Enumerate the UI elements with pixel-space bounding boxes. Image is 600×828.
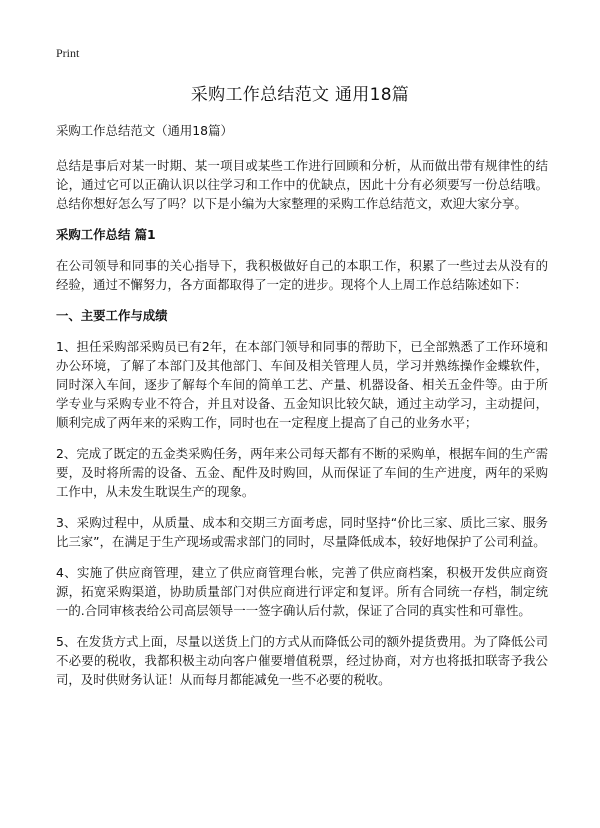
list-item: 2、完成了既定的五金类采购任务，两年来公司每天都有不断的采购单，根据车间的生产需要，及时将所需的设备、五金、配件及时购回，从而保证了车间的生产进度，两年的采购工作中，从未发生耽误生产的现象。 (56, 446, 548, 499)
list-item: 4、实施了供应商管理，建立了供应商管理台帐，完善了供应商档案，积极开发供应商资源，拓宽采购渠道，协助质量部门对供应商进行评定和复评。所有合同统一存档，制定统一的.合同审核表给公司高层领导一一签字确认后付款，保证了合同的真实性和可靠性。 (56, 565, 548, 618)
list-item: 3、采购过程中，从质量、成本和交期三方面考虑，同时坚持“价比三家、质比三家、服务比三家”，在满足于生产现场或需求部门的同时，尽量降低成本，较好地保护了公司利益。 (56, 515, 548, 549)
document-body (56, 121, 548, 701)
section-heading: 一、主要工作与成绩 (56, 308, 168, 323)
opening-paragraph: 在公司领导和同事的关心指导下，我积极做好自己的本职工作，积累了一些过去从没有的经验，通过不懈努力，各方面都取得了一定的进步。现将个人上周工作总结陈述如下： (56, 258, 548, 292)
article-heading: 采购工作总结 篇1 (56, 227, 156, 242)
document-subtitle: 采购工作总结范文（通用18篇） (56, 123, 233, 138)
list-item: 5、在发货方式上面，尽量以送货上门的方式从而降低公司的额外提货费用。为了降低公司不必要的税收，我都积极主动向客户催要增值税票，经过协商，对方也将抵扣联寄予我公司，及时供财务认证！从而每月都能减免一些不必要的税收。 (56, 634, 548, 687)
document-title: 采购工作总结范文 通用18篇 (190, 85, 410, 105)
intro-paragraph: 总结是事后对某一时期、某一项目或某些工作进行回顾和分析，从而做出带有规律性的结论，通过它可以正确认识以往学习和工作中的优缺点，因此十分有必须要写一份总结哦。总结你想好怎么写了吗？以下是小编为大家整理的采购工作总结范文，欢迎大家分享。 (56, 158, 548, 211)
list-item: 1、担任采购部采购员已有2年，在本部门领导和同事的帮助下，已全部熟悉了工作环境和办公环境，了解了本部门及其他部门、车间及相关管理人员，学习并熟练操作金蝶软件，同时深入车间，逐步了解每个车间的简单工艺、产量、机器设备、相关五金件等。由于所学专业与采购专业不符合，并且对设备、五金知识比较欠缺，通过主动学习，主动提问，顺利完成了两年来的采购工作，同时也在一定程度上提高了自己的业务水平； (56, 339, 548, 430)
print-label: Print (56, 46, 80, 60)
